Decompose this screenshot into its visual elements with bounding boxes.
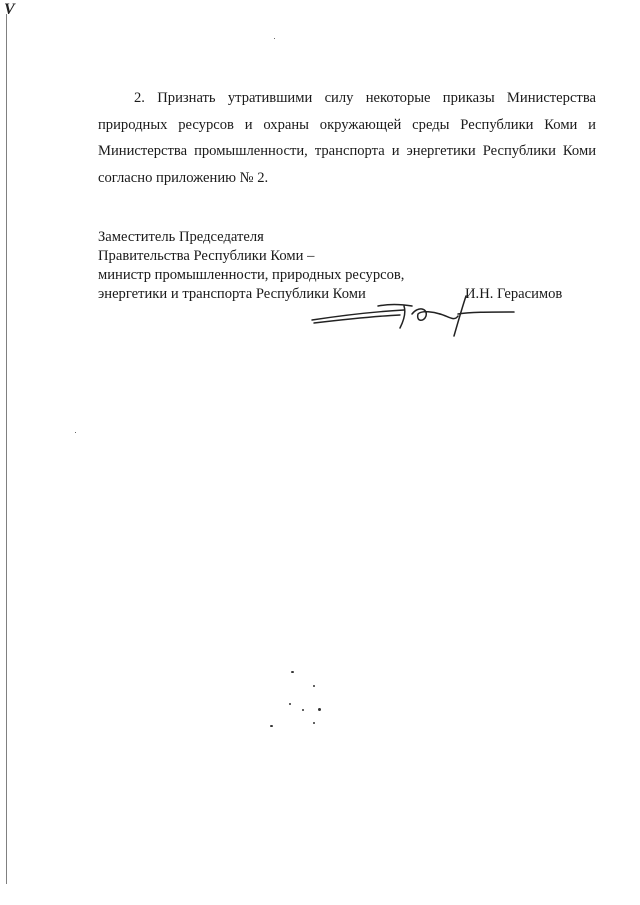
clause-paragraph: 2. Признать утратившими силу некоторые приказы Министерства природных ресурсов и охраны окружающей среды Республики Коми и Министерства промышленности, транспорта и энергетики Республики Коми согласно приложению № 2. — [98, 90, 596, 186]
scan-speck — [313, 722, 315, 724]
signer-title-line-4: энергетики и транспорта Республики Коми — [98, 286, 366, 302]
signer-title-line-1: Заместитель Председателя — [98, 229, 264, 245]
scan-edge-line — [6, 14, 7, 884]
corner-mark: V — [4, 1, 15, 18]
scan-speck — [75, 432, 76, 433]
scan-speck — [270, 725, 273, 727]
scan-speck — [318, 708, 321, 711]
scan-speck — [274, 38, 275, 39]
signature-stroke-tail — [440, 296, 514, 336]
signer-name: И.Н. Герасимов — [465, 286, 563, 302]
scan-speck — [313, 685, 315, 687]
scan-speck — [289, 703, 291, 705]
signature-stroke-underline — [312, 310, 404, 323]
scan-speck — [291, 671, 294, 673]
handwritten-signature — [308, 292, 528, 342]
signer-title-line-2: Правительства Республики Коми – — [98, 248, 315, 264]
signer-title-line-3: министр промышленности, природных ресурсов, — [98, 267, 405, 283]
scan-speck — [302, 709, 304, 711]
